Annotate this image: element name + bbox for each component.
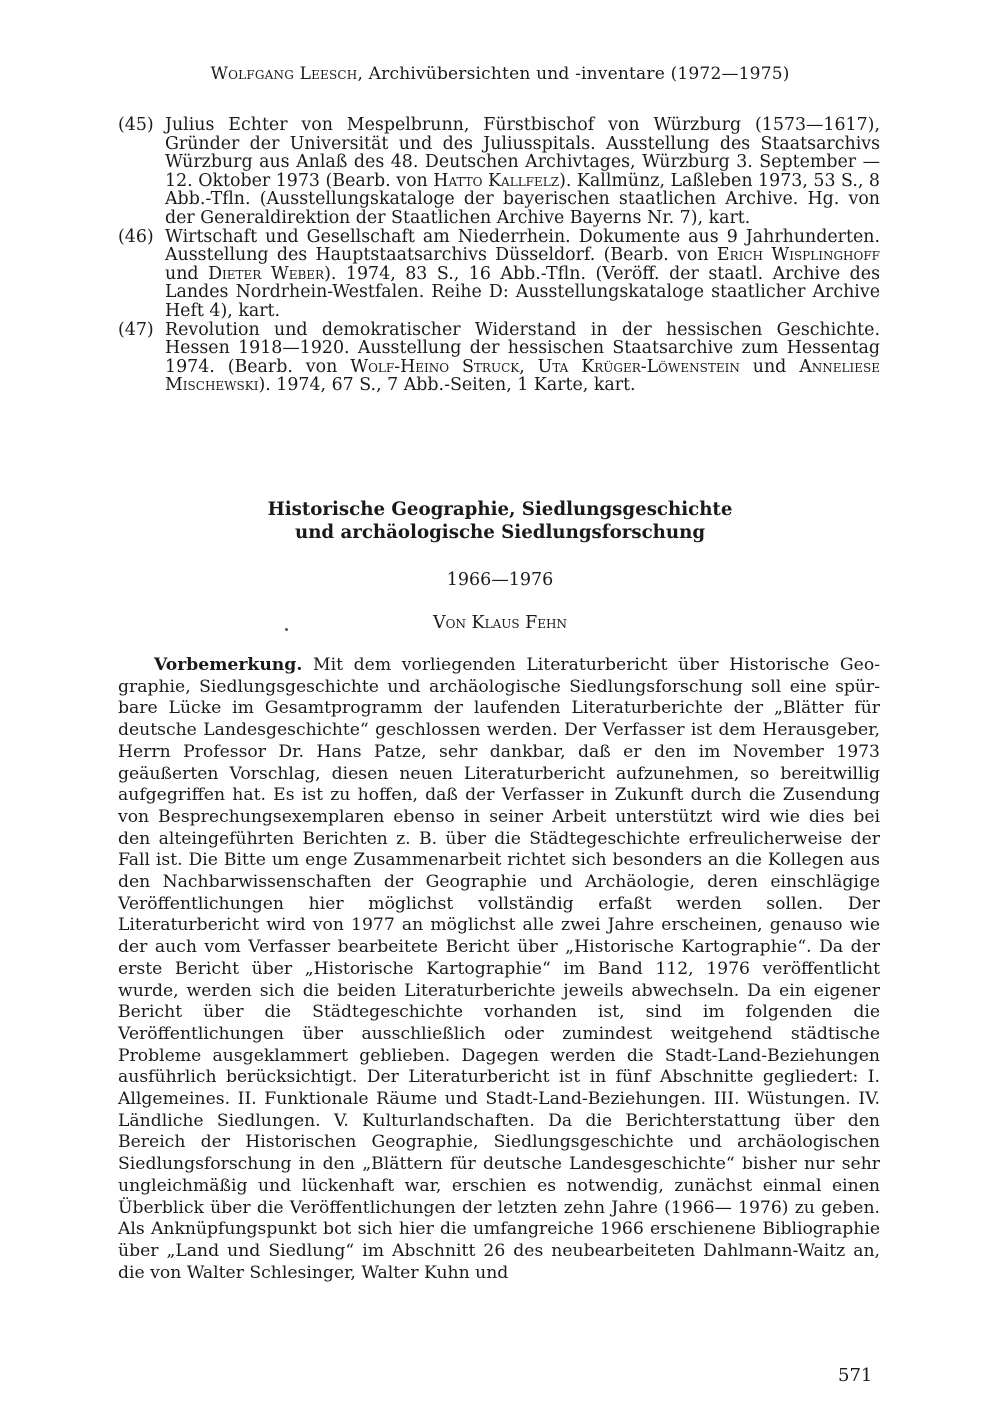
reference-person-name: Erich Wisplinghoff xyxy=(716,245,880,266)
section-author xyxy=(0,613,1000,633)
reference-entry xyxy=(118,228,880,321)
section-title-line-1: Historische Geographie, Siedlungsgeschichte xyxy=(267,499,733,520)
reference-person-name: Anneliese Mischewski xyxy=(165,356,880,396)
reference-text-part: Wirtschaft und Gesellschaft am Niederrhein. Dokumente aus 9 Jahrhunderten. Ausstellung des Hauptstaatsarchivs Düsseldorf. (Bearb. von xyxy=(165,226,880,266)
section-years: 1966—1976 xyxy=(446,570,554,590)
running-head xyxy=(0,64,1000,84)
reference-text-part: und xyxy=(739,356,800,377)
running-head-author: Wolfgang Leesch xyxy=(210,64,358,84)
reference-text-part: ). 1974, 83 S., 16 Abb.-Tfln. (Veröff. der staatl. Archive des Landes Nordrhein-Westfalen. Reihe D: Ausstellungskataloge staatlicher Archive Heft 4), kart. xyxy=(165,263,880,321)
reference-text-part: Revolution und demokratischer Widerstand in der hessischen Geschichte. Hessen 1918—1920. Ausstellung der hessischen Staatsarchive zum Hessentag 1974. (Bearb. von xyxy=(165,319,880,377)
reference-entry xyxy=(118,116,880,228)
section-title xyxy=(0,498,1000,544)
reference-text-part: Julius Echter von Mespelbrunn, Fürstbischof von Würzburg (1573—1617), Gründer der Universität und des Juliusspitals. Ausstellung des Staatsarchivs Würzburg aus Anlaß des 48. Deutschen Archivtages, Würzburg 3. September — 12. Oktober 1973 (Bearb. von xyxy=(165,115,880,191)
reference-text xyxy=(165,321,880,395)
running-head-title: , Archivübersichten und -inventare (1972—1975) xyxy=(357,64,790,84)
section-title-line-2: und archäologische Siedlungsforschung xyxy=(294,522,706,543)
reference-text xyxy=(165,116,880,228)
reference-person-name: Dieter Weber xyxy=(208,263,325,284)
reference-text xyxy=(165,228,880,321)
reference-person-name: Uta Krüger-Löwenstein xyxy=(537,356,740,377)
body-lead: Vorbemerkung. xyxy=(154,655,303,675)
reference-number: (47) xyxy=(118,319,154,340)
stray-mark xyxy=(285,628,288,631)
body-paragraph xyxy=(118,655,880,1284)
reference-person-name: Hatto Kallfelz xyxy=(433,170,560,191)
reference-number: (45) xyxy=(118,115,154,135)
reference-list xyxy=(118,116,880,395)
reference-text-part: und xyxy=(165,263,209,284)
reference-text-part: , xyxy=(519,356,538,377)
reference-number: (46) xyxy=(118,226,154,247)
page-number: 571 xyxy=(838,1365,873,1386)
author-prefix: Von xyxy=(432,613,472,633)
author-name: Klaus Fehn xyxy=(471,613,568,633)
reference-text-part: ). 1974, 67 S., 7 Abb.-Seiten, 1 Karte, kart. xyxy=(258,375,636,396)
reference-text-part: ). Kallmünz, Laßleben 1973, 53 S., 8 Abb.-Tfln. (Ausstellungskataloge der bayerischen staatlichen Archive. Hg. von der Generaldirektion der Staatlichen Archive Bayerns Nr. 7), kart. xyxy=(165,170,880,228)
body-text: Mit dem vorliegenden Literaturbericht über Historische Geographie, Siedlungsgeschichte und archäologische Siedlungsforschung soll eine spürbare Lücke im Gesamtprogramm der laufenden Literaturberichte der „Blätter für deutsche Landesgeschichte“ geschlossen werden. Der Verfasser ist dem Herausgeber, Herrn Professor Dr. Hans Patze, sehr dankbar, daß er den im November 1973 geäußerten Vorschlag, diesen neuen Literaturbericht aufzunehmen, so bereitwillig aufgegriffen hat. Es ist zu hoffen, daß der Verfasser in Zukunft durch die Zusendung von Besprechungsexemplaren ebenso in seiner Arbeit unterstützt wird wie dies bei den alteingeführten Berichten z. B. über die Städtegeschichte erfreulicherweise der Fall ist. Die Bitte um enge Zusammenarbeit richtet sich besonders an die Kollegen aus den Nachbarwissenschaften der Geographie und Archäologie, deren einschlägige Veröffentlichungen hier möglichst vollständig erfaßt werden sollen. Der Literaturbericht wird von 1977 an möglichst alle zwei Jahre erscheinen, genauso wie der auch vom Verfasser bearbeitete Bericht über „Historische Kartographie“. Da der erste Bericht über „Historische Kartographie“ im Band 112, 1976 veröffentlicht wurde, werden sich die beiden Literaturberichte jeweils abwechseln. Da ein eigener Bericht über die Städtegeschichte vorhanden ist, sind im folgenden die Veröffentlichungen über ausschließlich oder zumindest weitgehend städtische Probleme ausgeklammert geblieben. Dagegen werden die Stadt-Land-Beziehungen ausführlich berücksichtigt. Der Literaturbericht ist in fünf Abschnitte gegliedert: I. Allgemeines. II. Funktionale Räume und Stadt-Land-Beziehungen. III. Wüstungen. IV. Ländliche Siedlungen. V. Kulturlandschaften. Da die Berichterstattung über den Bereich der Historischen Geographie, Siedlungsgeschichte und archäologischen Siedlungsforschung in den „Blättern für deutsche Landesgeschichte“ bisher nur sehr ungleichmäßig und lückenhaft war, erschien es notwendig, zunächst einmal einen Überblick über die Veröffentlichungen der letzten zehn Jahre (1966— 1976) zu geben. Als Anknüpfungspunkt bot sich hier die umfangreiche 1966 erschienene Bibliographie über „Land und Siedlung“ im Abschnitt 26 des neubearbeiteten Dahlmann-Waitz an, die von Walter Schlesinger, Walter Kuhn und xyxy=(118,655,880,1283)
reference-entry xyxy=(118,321,880,395)
reference-person-name: Wolf-Heino Struck xyxy=(350,356,520,377)
